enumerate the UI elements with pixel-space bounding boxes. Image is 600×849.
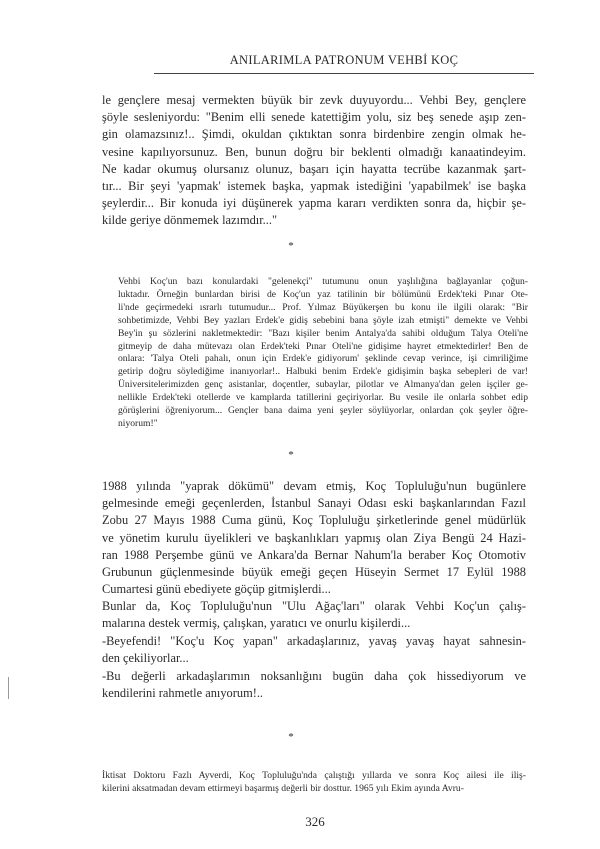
text-line: şeylerdir... Bir konuda iyi düşünerek yapma kararı verdikten sonra da, hiçbir şe- <box>102 196 526 211</box>
text-line: gin olamazsınız!.. Şimdi, okuldan çıktıktan sonra birdenbire zengin olmak he- <box>102 127 526 142</box>
running-header: ANILARIMLA PATRONUM VEHBİ KOÇ <box>229 53 459 67</box>
text-line: -Beyefendi! "Koç'u Koç yapan" arkadaşlarınız, yavaş yavaş hayat sahnesin- <box>102 634 526 648</box>
text-line: sohbetimizde, Vehbi Bey yazları Erdek'e gidiş sebebini bana şöyle izah etmişti" demekte ve Vehbi <box>118 314 528 326</box>
paragraph-4 <box>102 598 526 632</box>
text-line: Grubunun güçlenmesinde büyük emeği geçen Hüseyin Sermet 17 Eylül 1988 <box>102 565 526 580</box>
text-line: vesine kapılıyorsunuz. Ben, bunun doğru bir beklenti olmadığı kanaatindeyim. <box>102 144 526 159</box>
paragraph-7-footnote <box>102 770 526 796</box>
section-separator-3: * <box>288 731 294 743</box>
text-line: Vehbi Koç'un bazı konulardaki "gelenekçi" tutumunu onun yaşlılığına bağlayanlar çoğun- <box>118 276 528 287</box>
text-line: Ne kadar okumuş olursanız olunuz, başarı için hayatta tecrübe kazanmak şart- <box>102 161 526 176</box>
text-line: le gençlere mesaj vermekten büyük bir zevk duyuyordu... Vehbi Bey, gençlere <box>102 93 526 107</box>
text-line: onlara: 'Talya Oteli pahalı, onun için Erdek'e gidiyorum' şeklinde cevap verince, işi cimriliğime <box>118 353 528 365</box>
header-rule <box>154 73 534 74</box>
text-line: Üniversitelerimizden genç asistanlar, doçentler, subaylar, pilotlar ve Almanya'dan gelen işçiler ge- <box>118 379 528 391</box>
text-line: li'nde geçirmedeki ısrarlı tutumudur... Prof. Yılmaz Büyükerşen bu konu ile ilgili olarak: "Bir <box>118 301 528 313</box>
text-line: İktisat Doktoru Fazlı Ayverdi, Koç Topluluğu'nda çalıştığı yıllarda ve sonra Koç ailesi ile iliş- <box>102 770 526 781</box>
text-line: luktadır. Örneğin bunlardan birisi de Koç'un yaz tatilinin bir bölümünü Erdek'teki Pınar Ote- <box>118 288 528 300</box>
text-line: Zobu 27 Mayıs 1988 Cuma günü, Koç Topluluğu şirketlerinde genel müdürlük <box>102 513 526 528</box>
paragraph-1 <box>102 92 526 230</box>
text-line: kendilerini rahmetle anıyorum!.. <box>102 686 264 701</box>
text-line: den çekiliyorlar... <box>102 651 189 666</box>
text-line: tır... Bir şeyi 'yapmak' istemek başka, yapmak istediğini 'yapabilmek' ise başka <box>102 179 526 194</box>
text-line: Bey'in şu sözlerini nakletmektedir: "Bazı kişiler benim Antalya'da sahibi olduğum Talya Oteli'ne <box>118 327 528 339</box>
paragraph-6 <box>102 668 526 702</box>
text-line: 1988 yılında "yaprak dökümü" devam etmiş, Koç Topluluğu'nun bugünlere <box>102 479 526 493</box>
section-separator-2: * <box>288 449 294 461</box>
text-line: nellikle Erdek'teki otellerde ve kamplarda tatillerini geçiriyorlar. Bu vesile ile onlarla sohbet edip <box>118 392 528 404</box>
margin-mark <box>8 677 9 699</box>
text-line: gelmesinde emeği geçenlerden, İstanbul Sanayi Odası eski başkanlarından Fazıl <box>102 496 526 511</box>
text-line: Bunlar da, Koç Topluluğu'nun "Ulu Ağaç'ları" olarak Vehbi Koç'un çalış- <box>102 599 526 613</box>
page-number: 326 <box>305 814 325 829</box>
text-line: niyorum!" <box>118 417 158 429</box>
text-line: kilerini aksatmadan devam ettirmeyi başarmış değerli bir dosttur. 1965 yılı Ekim ayında Avru- <box>102 782 464 794</box>
text-line: ran 1988 Perşembe günü ve Ankara'da Bernar Nahum'la beraber Koç Otomotiv <box>102 547 526 562</box>
text-line: gitmeyip de daha mütevazı olan Erdek'teki Pınar Oteli'ne gidişime hayret etmektedirler! Ben de <box>118 340 528 352</box>
text-line: şöyle sesleniyordu: "Benim elli senede katettiğim yolu, siz beş senede aşıp zen- <box>102 110 526 125</box>
section-separator-1: * <box>288 240 294 252</box>
paragraph-3 <box>102 478 526 598</box>
text-line: kilde geriye dönmemek lazımdır..." <box>102 213 278 228</box>
text-line: getirip doğru söylediğime inanıyorlar!.. Halbuki benim Erdek'e gidişimin başka sebepleri de var! <box>118 366 528 378</box>
text-line: görüşlerini öğreniyorum... Gençler bana daima yeni şeyler söylüyorlar, onlardan çok şeyler öğre- <box>118 405 528 417</box>
text-line: Cumartesi günü ebediyete göçüp gitmişlerdi... <box>102 582 331 597</box>
paragraph-5 <box>102 633 526 667</box>
text-line: malarına destek vermiş, çalışkan, yaratıcı ve onurlu kişilerdi... <box>102 616 411 631</box>
text-line: -Bu değerli arkadaşlarımın noksanlığını bugün daha çok hissediyorum ve <box>102 669 526 683</box>
paragraph-2-quote <box>118 276 528 431</box>
text-line: ve yönetim kurulu üyelikleri ve başkanlıkları yapmış olan Ziya Bengü 24 Hazi- <box>102 530 526 545</box>
